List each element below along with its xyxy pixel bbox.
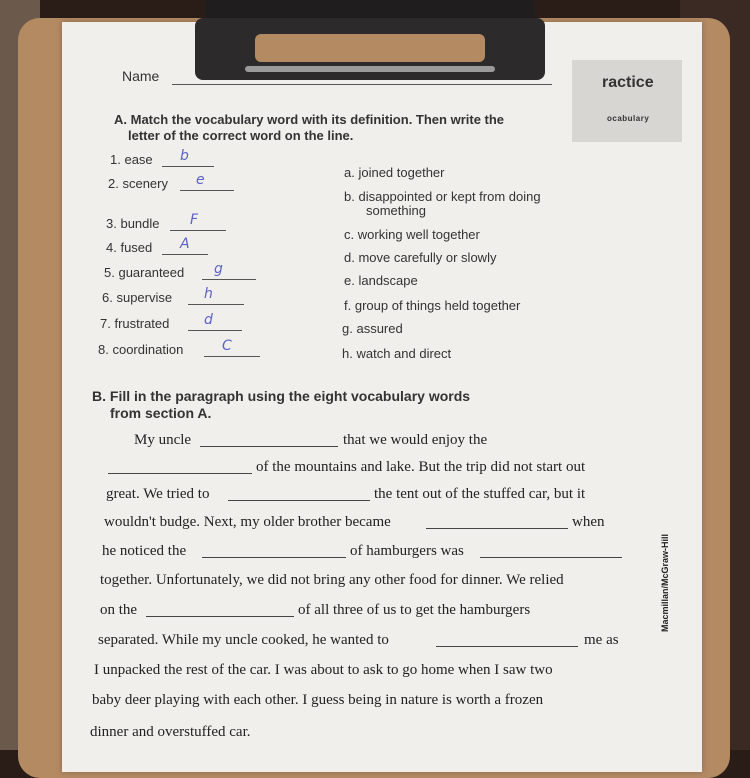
- answer-8: C: [222, 338, 232, 354]
- answer-1: b: [180, 148, 189, 164]
- word-2: 2. scenery: [108, 176, 168, 191]
- answer-line-8[interactable]: [204, 356, 260, 357]
- answer-line-2[interactable]: [180, 190, 234, 191]
- paragraph-blank-7[interactable]: [146, 616, 294, 617]
- paragraph-line-4b: when: [572, 514, 605, 530]
- word-1: 1. ease: [110, 152, 153, 167]
- definition-g: g. assured: [342, 321, 403, 336]
- paragraph-blank-3[interactable]: [228, 500, 370, 501]
- answer-6: h: [204, 286, 213, 302]
- practice-tab-title: ractice: [602, 74, 654, 91]
- paragraph-line-2b: of the mountains and lake. But the trip did not start out: [256, 459, 586, 475]
- section-a-instruction-2: letter of the correct word on the line.: [128, 128, 354, 143]
- definition-e: e. landscape: [344, 273, 418, 288]
- definition-d: d. move carefully or slowly: [344, 250, 497, 265]
- answer-line-4[interactable]: [162, 254, 208, 255]
- clipboard-clip[interactable]: [195, 0, 545, 95]
- paragraph-blank-6[interactable]: [480, 557, 622, 558]
- answer-7: d: [204, 312, 213, 328]
- definition-c: c. working well together: [344, 227, 480, 242]
- paragraph-line-1a: My uncle: [134, 432, 192, 448]
- section-a-instruction-1: A. Match the vocabulary word with its definition. Then write the: [114, 112, 505, 127]
- answer-2: e: [196, 172, 205, 188]
- paragraph-line-10: baby deer playing with each other. I guess being in nature is worth a frozen: [92, 692, 544, 708]
- definition-f: f. group of things held together: [344, 298, 521, 313]
- paragraph-line-6: together. Unfortunately, we did not bring any other food for dinner. We relied: [100, 572, 564, 588]
- paragraph-line-7a: on the: [100, 602, 138, 618]
- section-b-instruction-2: from section A.: [110, 405, 212, 421]
- answer-line-5[interactable]: [202, 279, 256, 280]
- definition-b-continued: something: [366, 203, 426, 218]
- definition-b: b. disappointed or kept from doing: [344, 189, 541, 204]
- paragraph-line-9: I unpacked the rest of the car. I was about to ask to go home when I saw two: [94, 662, 553, 678]
- answer-line-3[interactable]: [170, 230, 226, 231]
- paragraph-line-3b: the tent out of the stuffed car, but it: [374, 486, 586, 502]
- paragraph-line-7b: of all three of us to get the hamburgers: [298, 602, 531, 618]
- paragraph-line-5a: he noticed the: [102, 543, 187, 559]
- answer-5: g: [214, 261, 223, 277]
- answer-3: F: [190, 212, 199, 228]
- answer-line-1[interactable]: [162, 166, 214, 167]
- word-8: 8. coordination: [98, 342, 184, 357]
- publisher-credit: Macmillan/McGraw-Hill: [660, 533, 670, 632]
- paragraph-line-4a: wouldn't budge. Next, my older brother became: [104, 514, 391, 530]
- paragraph-line-3a: great. We tried to: [106, 486, 210, 502]
- word-7: 7. frustrated: [100, 316, 170, 331]
- clip-wire: [245, 66, 495, 72]
- paragraph-line-8a: separated. While my uncle cooked, he wanted to: [98, 632, 389, 648]
- paragraph-blank-8[interactable]: [436, 646, 578, 647]
- paragraph-line-11: dinner and overstuffed car.: [90, 724, 251, 740]
- word-5: 5. guaranteed: [104, 265, 185, 280]
- answer-4: A: [180, 236, 190, 252]
- word-6: 6. supervise: [102, 290, 173, 305]
- clip-opening: [255, 34, 485, 62]
- paragraph-blank-2[interactable]: [108, 473, 252, 474]
- paragraph-line-1b: that we would enjoy the: [343, 432, 488, 448]
- paragraph-blank-5[interactable]: [202, 557, 346, 558]
- paragraph-line-5b: of hamburgers was: [350, 543, 464, 559]
- definition-h: h. watch and direct: [342, 346, 452, 361]
- name-label: Name: [122, 68, 160, 84]
- section-b-instruction-1: B. Fill in the paragraph using the eight vocabulary words: [92, 388, 471, 404]
- paragraph-blank-4[interactable]: [426, 528, 568, 529]
- definition-a: a. joined together: [344, 165, 445, 180]
- answer-line-7[interactable]: [188, 330, 242, 331]
- vocabulary-tab-subtitle: ocabulary: [607, 114, 650, 123]
- paragraph-blank-1[interactable]: [200, 446, 338, 447]
- word-3: 3. bundle: [106, 216, 160, 231]
- paragraph-line-8b: me as: [584, 632, 619, 648]
- answer-line-6[interactable]: [188, 304, 244, 305]
- word-4: 4. fused: [106, 240, 153, 255]
- worksheet: [62, 22, 702, 772]
- practice-tab: [572, 60, 682, 142]
